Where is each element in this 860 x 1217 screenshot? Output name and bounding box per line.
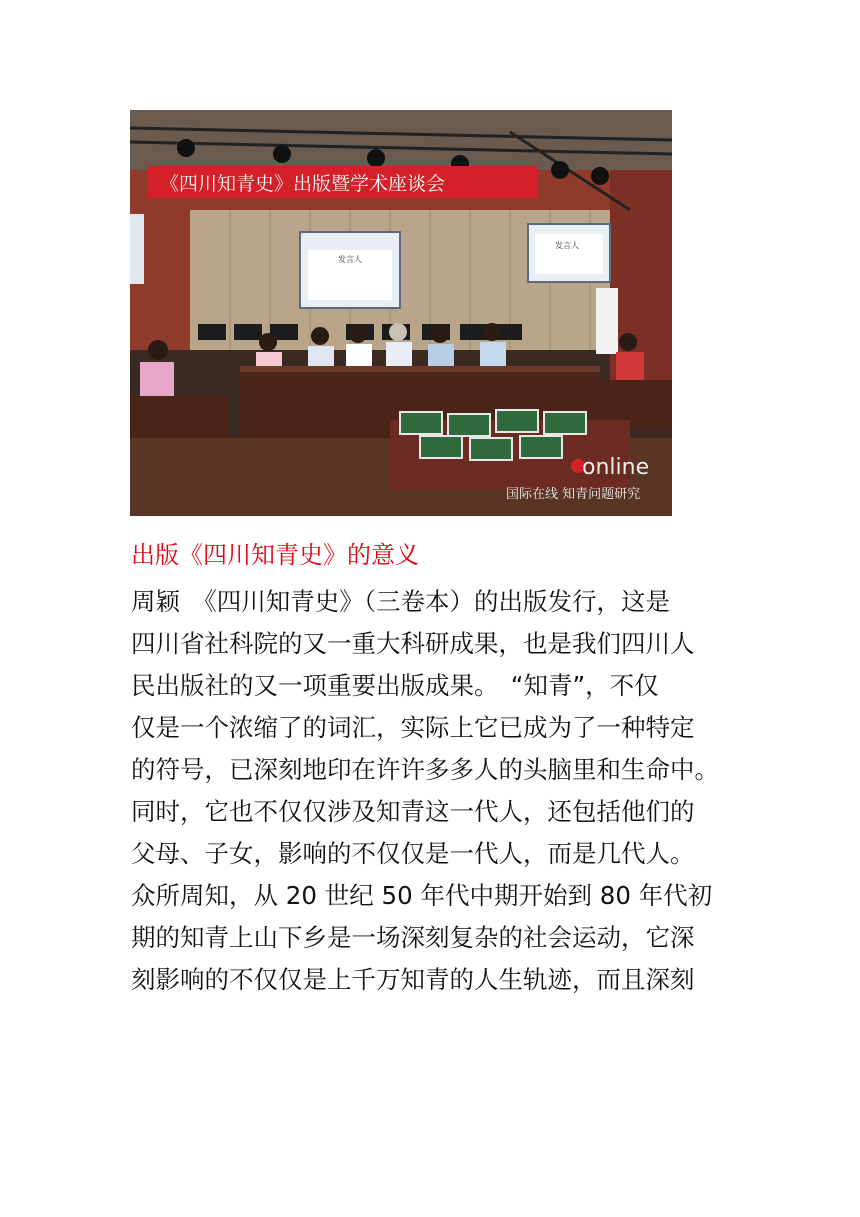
article-heading: 出版《四川知青史》的意义 — [131, 541, 419, 569]
watermark-caption: 国际在线 知青问题研究 — [506, 487, 641, 502]
body-line: 四川省社科院的又一重大科研成果，也是我们四川人 — [131, 629, 695, 658]
body-line: 周颖 《四川知青史》（三卷本）的出版发行，这是 — [131, 587, 670, 616]
watermark-logo: online — [582, 455, 650, 480]
conference-photo — [130, 110, 672, 516]
screen-left-title: 发言人 — [338, 255, 362, 264]
screen-right-title: 发言人 — [555, 241, 579, 250]
article-body — [131, 581, 756, 1001]
body-line: 同时，它也不仅仅涉及知青这一代人，还包括他们的 — [131, 797, 695, 826]
body-line: 的符号，已深刻地印在许许多多人的头脑里和生命中。 — [131, 755, 719, 784]
body-line: 父母、子女，影响的不仅仅是一代人，而是几代人。 — [131, 839, 695, 868]
body-line: 仅是一个浓缩了的词汇，实际上它已成为了一种特定 — [131, 713, 695, 742]
body-line: 众所周知，从 20 世纪 50 年代中期开始到 80 年代初 — [131, 881, 713, 910]
banner-text: 《四川知青史》出版暨学术座谈会 — [160, 173, 446, 195]
body-line: 期的知青上山下乡是一场深刻复杂的社会运动，它深 — [131, 923, 695, 952]
body-line: 刻影响的不仅仅是上千万知青的人生轨迹，而且深刻 — [131, 965, 695, 994]
body-line: 民出版社的又一项重要出版成果。 “知青”，不仅 — [131, 671, 659, 700]
